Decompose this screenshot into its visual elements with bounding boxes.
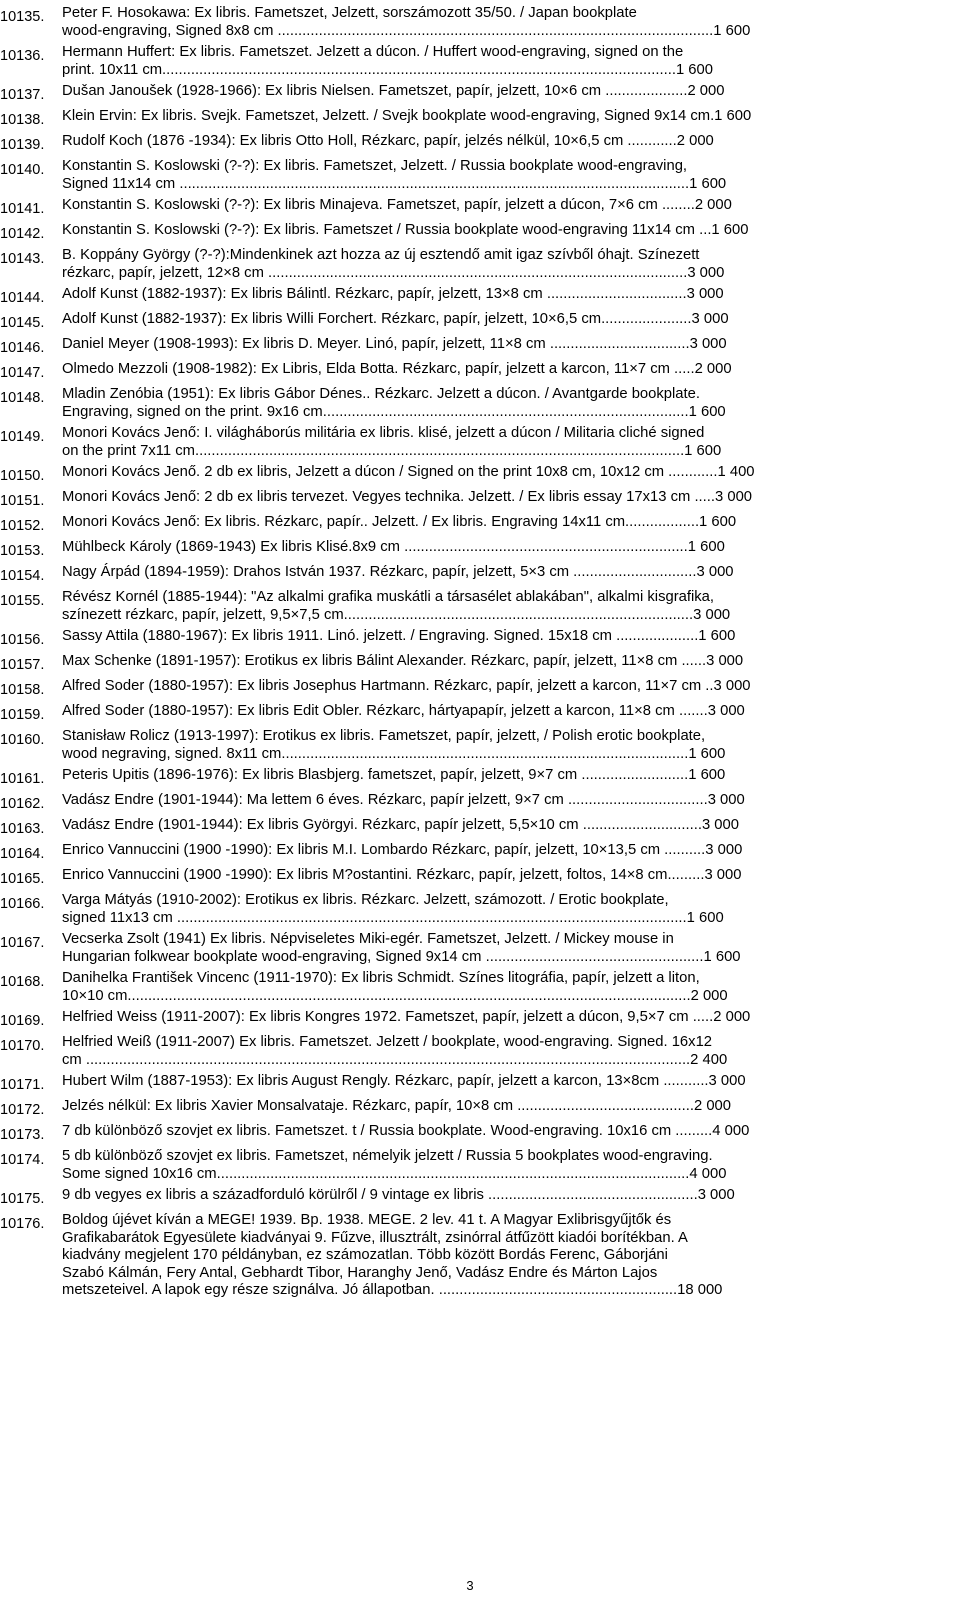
lot-description xyxy=(62,1009,938,1030)
description-line: Mladin Zenóbia (1951): Ex libris Gábor Dénes.. Rézkarc. Jelzett a dúcon. / Avantgarde bookplate. xyxy=(62,386,700,402)
lot-number: 10141. xyxy=(0,201,45,217)
lot-number: 10166. xyxy=(0,896,45,912)
lot-number: 10164. xyxy=(0,846,45,862)
description-line: kiadvány megjelent 170 példányban, ez számozatlan. Több között Bordás Ferenc, Gáborjáni xyxy=(62,1247,668,1263)
catalog-entry xyxy=(0,133,960,154)
lot-description xyxy=(62,514,938,535)
lot-number: 10151. xyxy=(0,493,45,509)
catalog-entry xyxy=(0,1212,960,1300)
catalog-entry xyxy=(0,386,960,421)
lot-description xyxy=(62,1123,938,1144)
description-line: Engraving, signed on the print. 9x16 cm.........................................................................................1 600 xyxy=(62,403,726,420)
catalog-entry xyxy=(0,703,960,724)
lot-description xyxy=(62,1212,938,1300)
lot-description xyxy=(62,83,938,104)
catalog-entry xyxy=(0,767,960,788)
catalog-entry xyxy=(0,1187,960,1208)
description-line: Olmedo Mezzoli (1908-1982): Ex Libris, Elda Botta. Rézkarc, papír, jelzett a karcon, 11×7 cm .....2 000 xyxy=(62,361,732,377)
description-line: wood-engraving, Signed 8x8 cm ..........................................................................................................1 600 xyxy=(62,22,751,39)
description-line: Vadász Endre (1901-1944): Ma lettem 6 éves. Rézkarc, papír jelzett, 9×7 cm ..................................3 000 xyxy=(62,792,745,808)
lot-number: 10156. xyxy=(0,632,45,648)
description-line: Alfred Soder (1880-1957): Ex libris Josephus Hartmann. Rézkarc, papír, jelzett a karcon, 11×7 cm ..3 000 xyxy=(62,678,751,694)
catalog-entry xyxy=(0,842,960,863)
catalog-entry xyxy=(0,817,960,838)
catalog-entry xyxy=(0,286,960,307)
catalog-entry xyxy=(0,564,960,585)
catalog-entry xyxy=(0,678,960,699)
description-line: Rudolf Koch (1876 -1934): Ex libris Otto Holl, Rézkarc, papír, jelzés nélkül, 10×6,5 cm ............2 000 xyxy=(62,133,714,149)
lot-description xyxy=(62,792,938,813)
description-line: Stanisław Rolicz (1913-1997): Erotikus ex libris. Fametszet, papír, jelzett, / Polish erotic bookplate, xyxy=(62,728,706,744)
lot-description xyxy=(62,1073,938,1094)
description-line: Vecserka Zsolt (1941) Ex libris. Népviseletes Miki-egér. Fametszet, Jelzett. / Mickey mouse in xyxy=(62,931,674,947)
lot-description xyxy=(62,867,938,888)
catalog-entry xyxy=(0,539,960,560)
lot-number: 10174. xyxy=(0,1152,45,1168)
description-line: Helfried Weiß (1911-2007) Ex libris. Fametszet. Jelzett / bookplate, wood-engraving. Signed. 16x12 xyxy=(62,1034,713,1050)
lot-number: 10159. xyxy=(0,707,45,723)
catalog-entry xyxy=(0,867,960,888)
lot-number: 10140. xyxy=(0,162,45,178)
lot-description xyxy=(62,1034,938,1069)
catalog-entry xyxy=(0,628,960,649)
lot-number: 10135. xyxy=(0,9,45,25)
lot-number: 10163. xyxy=(0,821,45,837)
catalog-entry xyxy=(0,892,960,927)
lot-number: 10142. xyxy=(0,226,45,242)
lot-number: 10154. xyxy=(0,568,45,584)
description-line: Adolf Kunst (1882-1937): Ex libris Bálintl. Rézkarc, papír, jelzett, 13×8 cm ..................................3 000 xyxy=(62,286,724,302)
lot-description xyxy=(62,197,938,218)
description-line: 10×10 cm.........................................................................................................................................2 000 xyxy=(62,987,728,1004)
lot-number: 10149. xyxy=(0,429,45,445)
lot-number: 10150. xyxy=(0,468,45,484)
catalog-entry xyxy=(0,589,960,624)
lot-description xyxy=(62,728,938,763)
lot-description xyxy=(62,970,938,1005)
lot-number: 10172. xyxy=(0,1102,45,1118)
lot-description xyxy=(62,817,938,838)
description-line: Daniel Meyer (1908-1993): Ex libris D. Meyer. Linó, papír, jelzett, 11×8 cm ..................................3 000 xyxy=(62,336,727,352)
catalog-entry xyxy=(0,1148,960,1183)
lot-description xyxy=(62,564,938,585)
description-line: Konstantin S. Koslowski (?-?): Ex libris. Fametszet, Jelzett. / Russia bookplate wood-engraving, xyxy=(62,158,688,174)
description-line: cm ...................................................................................................................................................2 400 xyxy=(62,1051,728,1068)
description-line: Some signed 10x16 cm...................................................................................................................4 000 xyxy=(62,1165,727,1182)
description-line: Hubert Wilm (1887-1953): Ex libris August Rengly. Rézkarc, papír, jelzett a karcon, 13×8cm ...........3 000 xyxy=(62,1073,746,1089)
description-line: 9 db vegyes ex libris a századforduló körülről / 9 vintage ex libris ...................................................3 000 xyxy=(62,1187,735,1203)
lot-description xyxy=(62,1187,938,1208)
lot-number: 10169. xyxy=(0,1013,45,1029)
catalog-entry xyxy=(0,311,960,332)
lot-number: 10138. xyxy=(0,112,45,128)
description-line: B. Koppány György (?-?):Mindenkinek azt hozza az új esztendő amit igaz szívből óhajt. Színezett xyxy=(62,247,700,263)
description-line: Signed 11x14 cm ............................................................................................................................1 600 xyxy=(62,175,727,192)
description-line: Peter F. Hosokawa: Ex libris. Fametszet, Jelzett, sorszámozott 35/50. / Japan bookplate xyxy=(62,5,637,21)
description-line: rézkarc, papír, jelzett, 12×8 cm ......................................................................................................3 000 xyxy=(62,264,725,281)
catalog-entry xyxy=(0,336,960,357)
description-line: metszeteivel. A lapok egy része szignálva. Jó állapotban. ..........................................................18 000 xyxy=(62,1282,723,1298)
lot-description xyxy=(62,44,938,79)
catalog-entry xyxy=(0,728,960,763)
lot-number: 10175. xyxy=(0,1191,45,1207)
description-line: Monori Kovács Jenő. 2 db ex libris, Jelzett a dúcon / Signed on the print 10x8 cm, 10x12 cm ............1 400 xyxy=(62,464,755,480)
lot-number: 10167. xyxy=(0,935,45,951)
lot-description xyxy=(62,1098,938,1119)
catalog-entry xyxy=(0,1009,960,1030)
description-line: Alfred Soder (1880-1957): Ex libris Edit Obler. Rézkarc, hártyapapír, jelzett a karcon, 11×8 cm .......3 000 xyxy=(62,703,745,719)
description-line: Dušan Janoušek (1928-1966): Ex libris Nielsen. Fametszet, papír, jelzett, 10×6 cm ....................2 000 xyxy=(62,83,725,99)
description-line: Konstantin S. Koslowski (?-?): Ex libris. Fametszet / Russia bookplate wood-engraving 11x14 cm ...1 600 xyxy=(62,222,749,238)
lot-number: 10143. xyxy=(0,251,45,267)
lot-description xyxy=(62,931,938,966)
catalog-entry xyxy=(0,425,960,460)
lot-description xyxy=(62,628,938,649)
description-line: Peteris Upitis (1896-1976): Ex libris Blasbjerg. fametszet, papír, jelzett, 9×7 cm ..........................1 600 xyxy=(62,767,726,783)
lot-number: 10153. xyxy=(0,543,45,559)
catalog-entry xyxy=(0,931,960,966)
lot-description xyxy=(62,589,938,624)
catalog-entry xyxy=(0,197,960,218)
catalog-entry xyxy=(0,44,960,79)
catalog-entry xyxy=(0,108,960,129)
lot-number: 10147. xyxy=(0,365,45,381)
lot-description xyxy=(62,5,938,40)
description-line: Monori Kovács Jenő: 2 db ex libris tervezet. Vegyes technika. Jelzett. / Ex libris essay 17x13 cm .....3 000 xyxy=(62,489,753,505)
description-line: print. 10x11 cm.............................................................................................................................1 600 xyxy=(62,61,713,78)
description-line: Klein Ervin: Ex libris. Svejk. Fametszet, Jelzett. / Svejk bookplate wood-engraving, Signed 9x14 cm.1 600 xyxy=(62,108,752,124)
description-line: Danihelka František Vincenc (1911-1970): Ex libris Schmidt. Színes litográfia, papír, jelzett a liton, xyxy=(62,970,700,986)
lot-number: 10146. xyxy=(0,340,45,356)
lot-description xyxy=(62,425,938,460)
lot-description xyxy=(62,539,938,560)
lot-number: 10137. xyxy=(0,87,45,103)
lot-number: 10170. xyxy=(0,1038,45,1054)
catalog-entry xyxy=(0,1034,960,1069)
lot-number: 10136. xyxy=(0,48,45,64)
catalog-entry xyxy=(0,653,960,674)
lot-number: 10160. xyxy=(0,732,45,748)
description-line: Adolf Kunst (1882-1937): Ex libris Willi Forchert. Rézkarc, papír, jelzett, 10×6,5 cm......................3 000 xyxy=(62,311,729,327)
lot-number: 10162. xyxy=(0,796,45,812)
catalog-list xyxy=(0,5,960,1304)
description-line: Nagy Árpád (1894-1959): Drahos István 1937. Rézkarc, papír, jelzett, 5×3 cm ..............................3 000 xyxy=(62,564,734,580)
description-line: Hungarian folkwear bookplate wood-engraving, Signed 9x14 cm .....................................................1 600 xyxy=(62,948,741,965)
lot-description xyxy=(62,1148,938,1183)
lot-number: 10168. xyxy=(0,974,45,990)
lot-number: 10152. xyxy=(0,518,45,534)
description-line: Varga Mátyás (1910-2002): Erotikus ex libris. Rézkarc. Jelzett, számozott. / Erotic bookplate, xyxy=(62,892,669,908)
description-line: Helfried Weiss (1911-2007): Ex libris Kongres 1972. Fametszet, papír, jelzett a dúcon, 9,5×7 cm .....2 000 xyxy=(62,1009,751,1025)
lot-description xyxy=(62,361,938,382)
lot-description xyxy=(62,767,938,788)
lot-number: 10176. xyxy=(0,1216,45,1232)
lot-number: 10145. xyxy=(0,315,45,331)
description-line: Grafikabarátok Egyesülete kiadványai 9. Fűzve, illusztrált, zsinórral átfűzött kiadói borítékban. A xyxy=(62,1229,688,1246)
lot-number: 10165. xyxy=(0,871,45,887)
description-line: signed 11x13 cm ............................................................................................................................1 600 xyxy=(62,909,724,926)
lot-description xyxy=(62,336,938,357)
lot-number: 10139. xyxy=(0,137,45,153)
description-line: Jelzés nélkül: Ex libris Xavier Monsalvataje. Rézkarc, papír, 10×8 cm ...........................................2 000 xyxy=(62,1098,732,1114)
catalog-entry xyxy=(0,1098,960,1119)
lot-number: 10144. xyxy=(0,290,45,306)
lot-description xyxy=(62,653,938,674)
lot-description xyxy=(62,892,938,927)
catalog-entry xyxy=(0,464,960,485)
description-line: Max Schenke (1891-1957): Erotikus ex libris Bálint Alexander. Rézkarc, papír, jelzett, 11×8 cm ......3 000 xyxy=(62,653,744,669)
description-line: on the print 7x11 cm.......................................................................................................................1 600 xyxy=(62,442,722,459)
catalog-entry xyxy=(0,222,960,243)
lot-description xyxy=(62,311,938,332)
lot-description xyxy=(62,386,938,421)
lot-description xyxy=(62,133,938,154)
description-line: Mühlbeck Károly (1869-1943) Ex libris Klisé.8x9 cm .....................................................................1 600 xyxy=(62,539,725,555)
catalog-entry xyxy=(0,247,960,282)
lot-number: 10173. xyxy=(0,1127,45,1143)
description-line: színezett rézkarc, papír, jelzett, 9,5×7,5 cm.....................................................................................3 000 xyxy=(62,606,731,623)
catalog-entry xyxy=(0,5,960,40)
description-line: 5 db különböző szovjet ex libris. Fametszet, némelyik jelzett / Russia 5 bookplates wood-engraving. xyxy=(62,1148,713,1164)
lot-description xyxy=(62,286,938,307)
page-number: 3 xyxy=(466,1578,474,1593)
catalog-entry xyxy=(0,1073,960,1094)
lot-description xyxy=(62,703,938,724)
lot-description xyxy=(62,842,938,863)
catalog-entry xyxy=(0,83,960,104)
lot-description xyxy=(62,464,938,485)
description-line: 7 db különböző szovjet ex libris. Fametszet. t / Russia bookplate. Wood-engraving. 10x16 cm .........4 000 xyxy=(62,1123,750,1139)
lot-description xyxy=(62,489,938,510)
lot-number: 10158. xyxy=(0,682,45,698)
lot-description xyxy=(62,222,938,243)
lot-number: 10171. xyxy=(0,1077,45,1093)
lot-number: 10161. xyxy=(0,771,45,787)
description-line: Enrico Vannuccini (1900 -1990): Ex libris M?ostantini. Rézkarc, papír, jelzett, foltos, 14×8 cm.........3 000 xyxy=(62,867,742,883)
catalog-entry xyxy=(0,792,960,813)
description-line: Sassy Attila (1880-1967): Ex libris 1911. Linó. jelzett. / Engraving. Signed. 15x18 cm ....................1 600 xyxy=(62,628,736,644)
description-line: Vadász Endre (1901-1944): Ex libris Györgyi. Rézkarc, papír jelzett, 5,5×10 cm .............................3 000 xyxy=(62,817,739,833)
lot-number: 10148. xyxy=(0,390,45,406)
catalog-entry xyxy=(0,970,960,1005)
description-line: Konstantin S. Koslowski (?-?): Ex libris Minajeva. Fametszet, papír, jelzett a dúcon, 7×6 cm ........2 000 xyxy=(62,197,732,213)
description-line: Boldog újévet kíván a MEGE! 1939. Bp. 1938. MEGE. 2 lev. 41 t. A Magyar Exlibrisgyűjtők és xyxy=(62,1212,672,1228)
description-line: Monori Kovács Jenő: I. világháborús militária ex libris. klisé, jelzett a dúcon / Militaria cliché signed xyxy=(62,425,705,441)
lot-number: 10155. xyxy=(0,593,45,609)
catalog-entry xyxy=(0,489,960,510)
description-line: Szabó Kálmán, Fery Antal, Gebhardt Tibor, Haranghy Jenő, Vadász Endre és Márton Lajos xyxy=(62,1264,658,1281)
lot-description xyxy=(62,158,938,193)
catalog-entry xyxy=(0,158,960,193)
lot-description xyxy=(62,247,938,282)
lot-description xyxy=(62,108,938,129)
description-line: Enrico Vannuccini (1900 -1990): Ex libris M.I. Lombardo Rézkarc, papír, jelzett, 10×13,5 cm ..........3 000 xyxy=(62,842,743,858)
description-line: Révész Kornél (1885-1944): "Az alkalmi grafika muskátli a társasélet ablakában", alkalmi kisgrafika, xyxy=(62,589,714,605)
description-line: Hermann Huffert: Ex libris. Fametszet. Jelzett a dúcon. / Huffert wood-engraving, signed on the xyxy=(62,44,684,60)
catalog-entry xyxy=(0,1123,960,1144)
catalog-entry xyxy=(0,514,960,535)
lot-number: 10157. xyxy=(0,657,45,673)
description-line: wood negraving, signed. 8x11 cm...................................................................................................1 600 xyxy=(62,745,726,762)
lot-description xyxy=(62,678,938,699)
catalog-entry xyxy=(0,361,960,382)
description-line: Monori Kovács Jenő: Ex libris. Rézkarc, papír.. Jelzett. / Ex libris. Engraving 14x11 cm..................1 600 xyxy=(62,514,737,530)
